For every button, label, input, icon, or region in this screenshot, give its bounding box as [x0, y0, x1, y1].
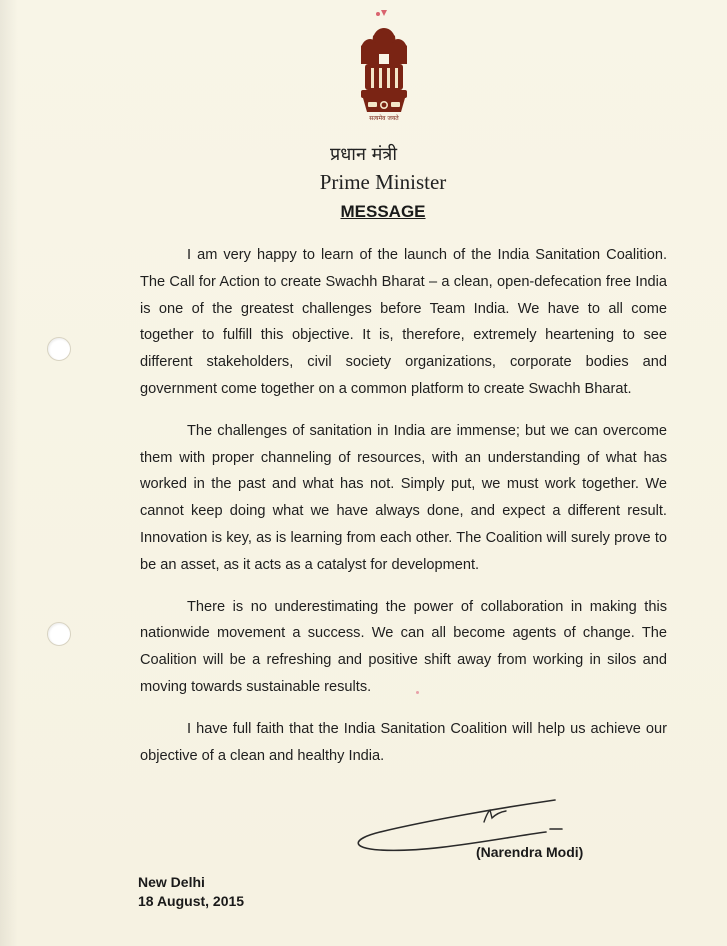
- punch-hole-bottom: [47, 622, 71, 646]
- place: New Delhi: [138, 874, 205, 890]
- national-emblem-icon: [353, 6, 415, 128]
- place-and-date: [138, 873, 244, 911]
- title-english: Prime Minister: [319, 170, 447, 194]
- paragraph-1: I am very happy to learn of the launch of the India Sanitation Coalition. The Call for Action to create Swachh Bharat – a clean, open-defecation free India is one of the greatest challenges before Team India. We have to all come together to fulfill this objective. It is, therefore, extremely heartening to see different stakeholders, civil society organizations, corporate bodies and government come together on a common platform to create Swachh Bharat.: [140, 247, 667, 397]
- paragraph-3: There is no underestimating the power of collaboration in making this nationwide movement a success. We can all become agents of change. The Coalition will be a refreshing and positive shift away from working in silos and moving towards sustainable results.: [140, 598, 667, 695]
- message-body: [140, 242, 667, 784]
- paragraph-4: I have full faith that the India Sanitation Coalition will help us achieve our objective of a clean and healthy India.: [140, 720, 667, 764]
- paragraph-2: The challenges of sanitation in India are immense; but we can overcome them with proper channeling of resources, with an understanding of what has worked in the past and what has not. Simply put, we must work together. We cannot keep doing what we have always done, and expect a different result. Innovation is key, as is learning from each other. The Coalition will surely prove to be an asset, as it acts as a catalyst for development.: [140, 422, 667, 573]
- punch-hole-top: [47, 337, 71, 361]
- date: 18 August, 2015: [138, 893, 245, 909]
- title-hindi: प्रधान मंत्री: [329, 144, 398, 165]
- message-heading: MESSAGE: [340, 202, 426, 221]
- emblem-motto: सत्यमेव जयते: [369, 115, 399, 122]
- signatory-name: (Narendra Modi): [476, 844, 584, 860]
